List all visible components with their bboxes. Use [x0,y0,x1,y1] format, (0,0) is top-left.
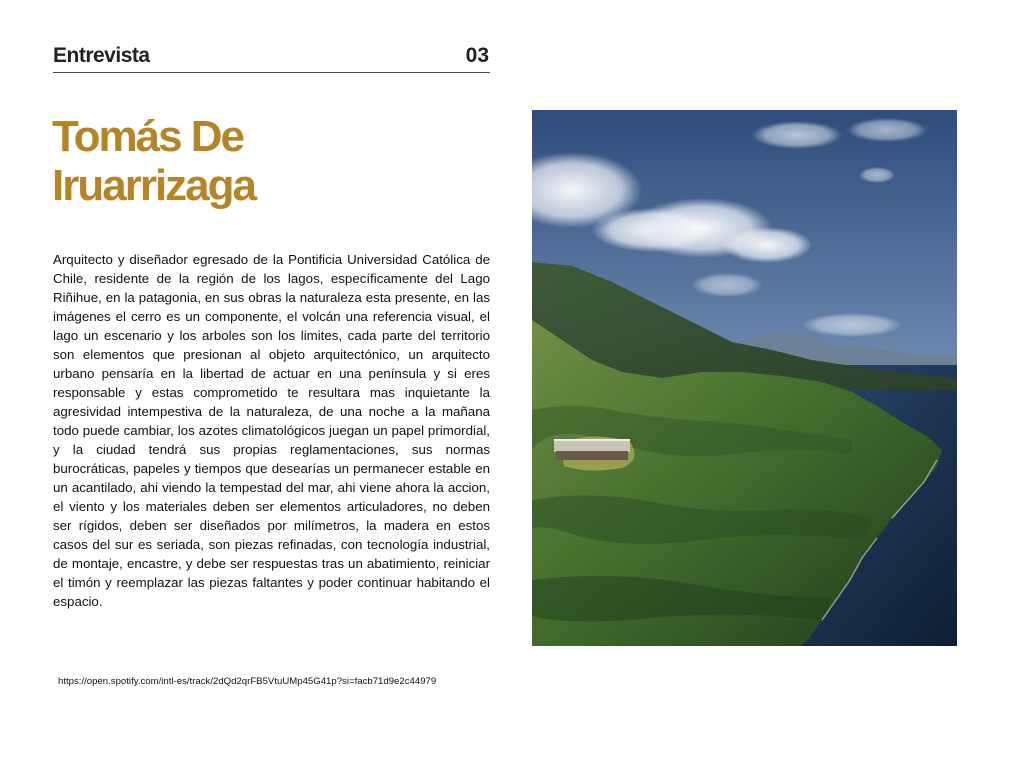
house [554,440,630,460]
title-line-1: Tomás De [52,112,244,161]
section-label: Entrevista [53,44,150,67]
spotify-link[interactable]: https://open.spotify.com/intl-es/track/2dQd2qrFB5VtuUMp45G41p?si=facb71d9e2c44979 [58,676,437,687]
article-body: Arquitecto y diseñador egresado de la Pontificia Universidad Católica de Chile, residente de la región de los lagos, específicamente del Lago Riñihue, en la patagonia, en sus obras la naturaleza esta presente, en las imágenes el cerro es un componente, el volcán una referencia visual, el lago un escenario y los arboles son los limites, cada parte del territorio son elementos que presionan al objeto arquitectónico, un arquitecto urbano pensaría en la libertad de actuar en una península y si eres responsable y estas comprometido te resultara mas inquietante la agresividad intempestiva de la naturaleza, de una noche a la mañana todo puede cambiar, los azotes climatológicos juegan un papel primordial, y la ciudad tendrá sus propias reglamentaciones, sus normas burocráticas, papeles y tiempos que desearías un permanecer estable en un acantilado, ahi viendo la tempestad del mar, ahi viene ahora la accion, el viento y los materiales deben ser elementos articuladores, no deben ser rígidos, deben ser diseñados por milímetros, la madera en estos casos del sur es seriada, son piezas refinadas, con tecnología industrial, de montaje, encastre, y debe ser respuestas tras un abatimiento, reiniciar el timón y reemplazar las piezas faltantes y poder continuar habitando el espacio. [53,252,490,609]
article-title [52,112,482,210]
page-header [53,42,490,73]
title-line-2: Iruarrizaga [52,161,255,210]
landscape-photo [532,110,957,646]
page-number: 03 [465,44,489,67]
